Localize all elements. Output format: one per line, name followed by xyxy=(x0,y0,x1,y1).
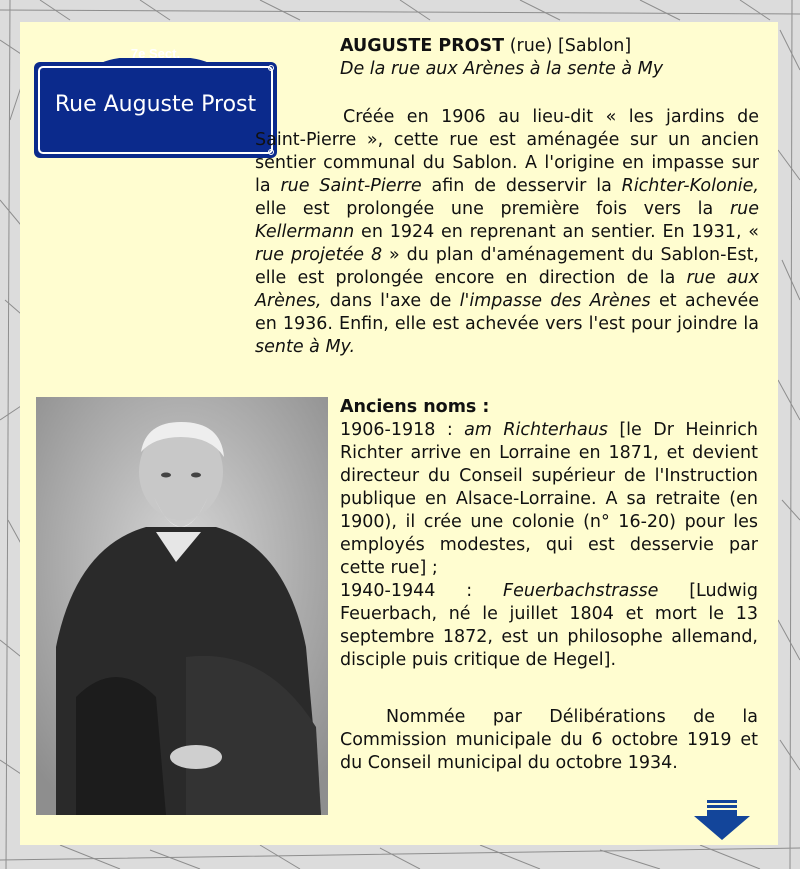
street-type: (rue) [Sablon] xyxy=(509,36,632,56)
old-name-description: [Ludwig Feuerbach, né le juillet 1804 et mort le 13 septembre 1872, est un philosophe allemand, disciple puis critique de Hegel]. xyxy=(340,581,758,670)
history-text: dans l'axe de xyxy=(321,291,460,311)
old-names-title: Anciens noms : xyxy=(340,397,490,417)
sign-section-label: 7e Sect. xyxy=(130,46,181,61)
sign-street-name: Rue Auguste Prost xyxy=(54,92,257,117)
old-name-entry xyxy=(340,419,758,580)
history-text: Créée en 1906 au lieu-dit « les jardins de Saint-Pierre », cette rue est aménagée sur un ancien sentier communal du Sablon. A l'origine en impasse sur la xyxy=(255,107,759,196)
history-text: elle est prolongée une première fois vers la xyxy=(255,199,730,219)
history-text: afin de desservir la xyxy=(421,176,622,196)
route-text: De la rue aux Arènes à la sente à My xyxy=(340,59,664,79)
naming-paragraph xyxy=(340,706,758,775)
history-ref: sente à My. xyxy=(255,337,356,357)
history-ref: rue projetée 8 xyxy=(255,245,383,265)
old-name-entry xyxy=(340,580,758,672)
history-ref: l'impasse des Arènes xyxy=(459,291,651,311)
street-header xyxy=(340,35,760,81)
history-ref: Richter-Kolonie, xyxy=(621,176,759,196)
history-text: et achevée en 1936. Enfin, elle est achevée vers l'est pour joindre la xyxy=(255,291,759,334)
portrait-drawing xyxy=(36,397,328,815)
naming-text: Nommée par Délibérations de la Commission municipale du 6 octobre 1919 et du Conseil municipal du octobre 1934. xyxy=(340,707,758,773)
street-route xyxy=(340,58,760,81)
header-line-1 xyxy=(340,35,760,58)
street-name-heading: AUGUSTE PROST xyxy=(340,36,505,56)
old-name-description: [le Dr Heinrich Richter arrive en Lorraine en 1871, et devient directeur du Conseil supérieur de l'Instruction publique en Alsace-Lorraine. A sa retraite (en 1900), il crée une colonie (n° 16-20) pour les employés modestes, qui est desservie par cette rue] ; xyxy=(340,420,758,578)
old-name-dates: 1940-1944 : xyxy=(340,581,504,601)
street-sign xyxy=(34,46,277,158)
down-arrow-icon[interactable] xyxy=(692,800,752,842)
history-ref: rue Kellermann xyxy=(255,199,759,242)
portrait-photo xyxy=(36,397,328,815)
old-name: Feuerbachstrasse xyxy=(503,581,659,601)
history-ref: rue aux Arènes, xyxy=(255,268,759,311)
old-name-dates: 1906-1918 : xyxy=(340,420,465,440)
history-paragraph xyxy=(255,106,759,359)
history-ref: rue Saint-Pierre xyxy=(280,176,422,196)
history-text: en 1924 en reprenant an sentier. En 1931, « xyxy=(354,222,759,242)
old-names-section xyxy=(340,396,758,672)
old-name: am Richterhaus xyxy=(464,420,608,440)
history-text: » du plan d'aménagement du Sablon-Est, elle est prolongée encore en direction de la xyxy=(255,245,759,288)
